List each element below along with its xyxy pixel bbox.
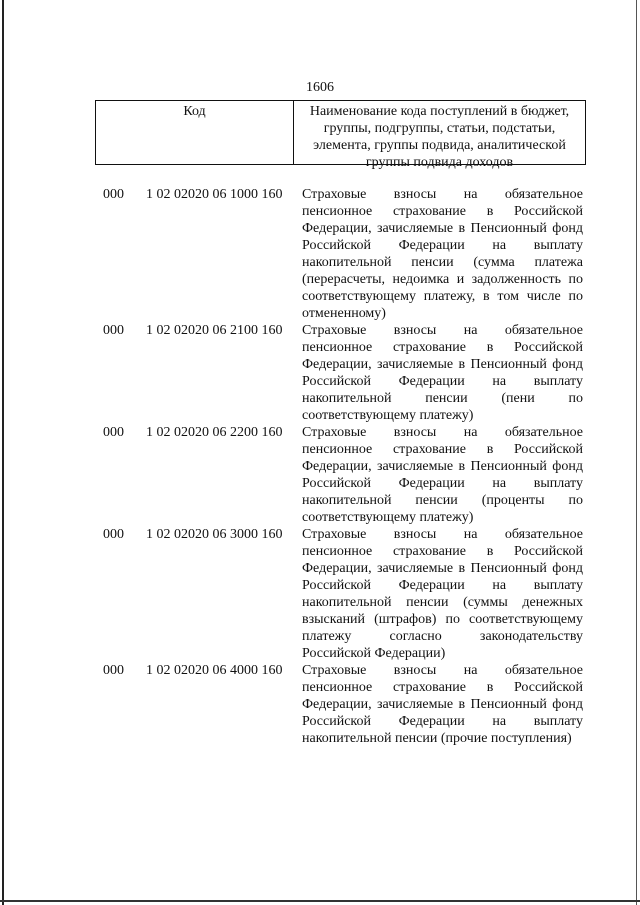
revenue-description: Страховые взносы на обязательное пенсионное страхование в Российской Федерации, зачисляемые в Пенсионный фонд Российской Федерации на выплату накопительной пенсии (суммы денежных взысканий (штрафов) по соответствующему платежу согласно законодательству Российской Федерации)	[302, 527, 583, 661]
admin-code: 000	[103, 323, 124, 338]
revenue-code: 1 02 02020 06 2100 160	[146, 323, 283, 338]
table-row	[0, 526, 640, 662]
revenue-code: 1 02 02020 06 3000 160	[146, 527, 283, 542]
page-number: 1606	[306, 80, 334, 95]
admin-code: 000	[103, 663, 124, 678]
revenue-description: Страховые взносы на обязательное пенсионное страхование в Российской Федерации, зачисляемые в Пенсионный фонд Российской Федерации на выплату накопительной пенсии (сумма платежа (перерасчеты, недоимка и задолженность по соответствующему платежу, в том числе по отмененному)	[302, 187, 583, 321]
table-row	[0, 322, 640, 424]
header-code-column: Код	[96, 101, 294, 164]
revenue-description: Страховые взносы на обязательное пенсионное страхование в Российской Федерации, зачисляемые в Пенсионный фонд Российской Федерации на выплату накопительной пенсии (прочие поступления)	[302, 663, 583, 746]
revenue-code: 1 02 02020 06 2200 160	[146, 425, 283, 440]
revenue-code: 1 02 02020 06 4000 160	[146, 663, 283, 678]
revenue-description: Страховые взносы на обязательное пенсионное страхование в Российской Федерации, зачисляемые в Пенсионный фонд Российской Федерации на выплату накопительной пенсии (проценты по соответствующему платежу)	[302, 425, 583, 525]
table-row	[0, 424, 640, 526]
admin-code: 000	[103, 527, 124, 542]
admin-code: 000	[103, 187, 124, 202]
table-row	[0, 662, 640, 747]
header-name-column: Наименование кода поступлений в бюджет, группы, подгруппы, статьи, подстатьи, элемента, группы подвида, аналитической группы подвида доходов	[309, 104, 570, 170]
table-row	[0, 186, 640, 322]
revenue-description: Страховые взносы на обязательное пенсионное страхование в Российской Федерации, зачисляемые в Пенсионный фонд Российской Федерации на выплату накопительной пенсии (пени по соответствующему платежу)	[302, 323, 583, 423]
page-edge-bottom	[0, 900, 640, 902]
admin-code: 000	[103, 425, 124, 440]
table-header	[95, 100, 586, 170]
revenue-code: 1 02 02020 06 1000 160	[146, 187, 283, 202]
entries-list	[0, 186, 640, 747]
